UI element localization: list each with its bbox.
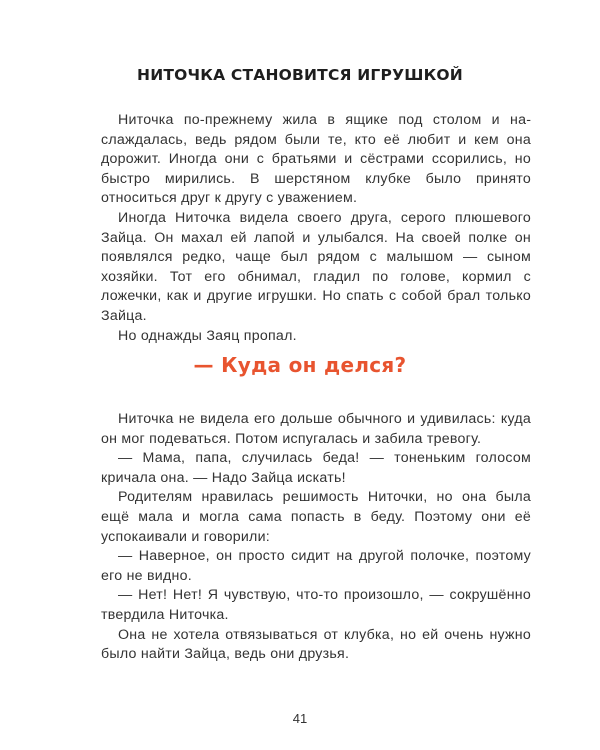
paragraph: Она не хотела отвязываться от клубка, но ей очень нужно было найти Зайца, ведь они друзья. bbox=[101, 626, 531, 663]
highlighted-quote: — Куда он делся? bbox=[193, 353, 407, 377]
text-block-2 bbox=[101, 410, 531, 665]
paragraph: — Нет! Нет! Я чувствую, что-то произошло, — сокрушённо твердила Ниточка. bbox=[101, 587, 531, 623]
paragraph: Ниточка по-прежнему жила в ящике под столом и наслаждалась, ведь рядом были те, кто её любит и кем она дорожит. Иногда они с братьями и сёстрами ссорились, но быстро мирились. В шерстяном клубке было принято относиться друг к другу с уважением. bbox=[101, 112, 531, 207]
chapter-title: НИТОЧКА СТАНОВИТСЯ ИГРУШКОЙ bbox=[137, 66, 463, 84]
paragraph: Родителям нравилась решимость Ниточки, но она была ещё мала и могла сама попасть в беду. Поэтому они её успокаивали и говорили: bbox=[101, 489, 531, 545]
paragraph: — Мама, папа, случилась беда! — тоненьким голосом кричала она. — Надо Зайца искать! bbox=[101, 450, 531, 486]
paragraph: Иногда Ниточка видела своего друга, серого плюшевого Зайца. Он махал ей лапой и улыбался. На своей полке он появлялся редко, чаще был рядом с малышом — сыном хозяйки. Тот его обнимал, гладил по голове, кормил с ложечки, как и другие игрушки. Но спать с собой брал только Зайца. bbox=[101, 209, 531, 324]
page-number: 41 bbox=[292, 711, 308, 726]
paragraph: — Наверное, он просто сидит на другой полочке, поэтому его не видно. bbox=[101, 548, 531, 584]
text-block-1 bbox=[101, 111, 531, 346]
paragraph: Ниточка не видела его дольше обычного и удивилась: куда он мог подеваться. Потом испугалась и забила тревогу. bbox=[101, 411, 531, 447]
paragraph: Но однажды Заяц пропал. bbox=[118, 327, 297, 344]
